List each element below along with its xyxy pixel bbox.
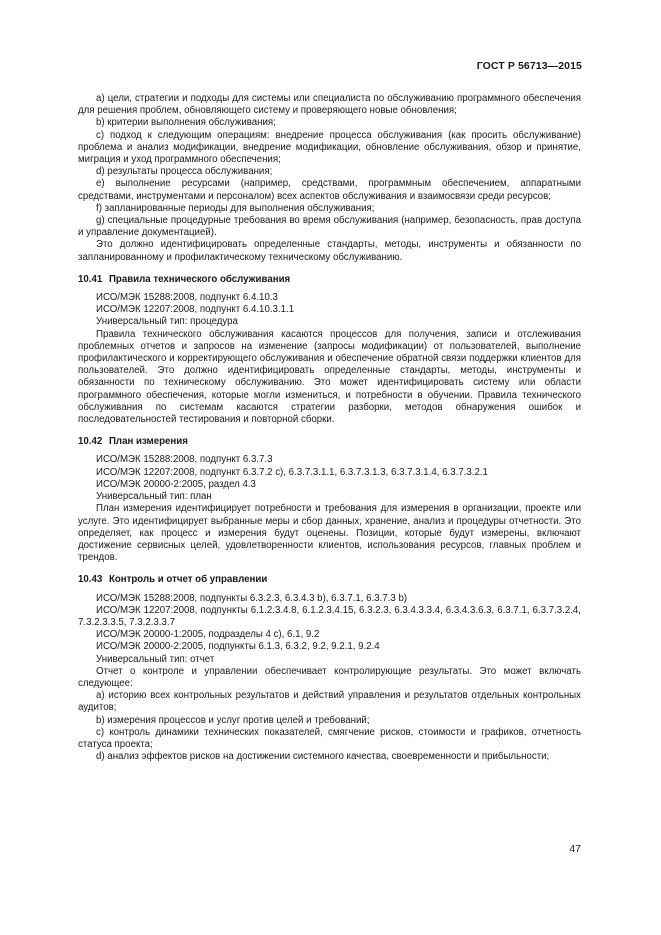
universal-type: Универсальный тип: план — [96, 491, 212, 503]
section-title: Правила технического обслуживания — [108, 273, 291, 285]
section-title: Контроль и отчет об управлении — [108, 574, 268, 586]
reference-line: ИСО/МЭК 20000-1:2005, подразделы 4 c), 6.1, 9.2 — [96, 629, 320, 641]
reference-line: ИСО/МЭК 12207:2008, подпункт 6.4.10.3.1.1 — [96, 304, 295, 316]
intro-item-f: f) запланированные периоды для выполнения обслуживания; — [96, 202, 375, 214]
list-item-a: a) историю всех контрольных результатов и действий управления и результатов отдельных контрольных аудитов; — [78, 690, 581, 714]
section-body-paragraph: Правила технического обслуживания касаются процессов для получения, записи и отслеживания проблемных отчетов и запросов на изменение (запросы модификации) от пользователей, выполнение профилактического и корректирующего обслуживания и обеспечение обратной связи поддержки клиентов для пользователей. Это должно идентифицировать определенные стандарты, методы, инструменты и обязанности по техническому обслуживанию. Это может идентифицировать систему или области программного обеспечения, которые могли измениться, и потребности в обучении. Правила технического обслуживания по системам касаются стратегии разборки, методов обнаружения ошибок и последовательностей тестирования и повторной сборки. — [78, 328, 581, 426]
intro-item-d: d) результаты процесса обслуживания; — [96, 166, 273, 178]
page-content — [78, 93, 581, 763]
universal-type: Универсальный тип: отчет — [96, 653, 215, 665]
universal-type: Универсальный тип: процедура — [96, 316, 238, 328]
section-number: 10.41 — [78, 273, 103, 285]
intro-item-c: c) подход к следующим операциям: внедрение процесса обслуживания (как просить обслуживание) проблема и анализ модификации, внедрение модификации, обновление обслуживания, обзор и принятие, миграция и уход программного обеспечения; — [78, 129, 581, 166]
intro-item-a: a) цели, стратегии и подходы для системы или специалиста по обслуживанию программного обеспечения для решения проблем, обновляющего систему и проверяющего новые обновления; — [78, 93, 581, 117]
reference-line: ИСО/МЭК 12207:2008, подпункты 6.1.2.3.4.8, 6.1.2.3.4.15, 6.3.2.3, 6.3.4.3.3.4, 6.3.4.3.6.3, 6.3.7.1, 6.3.7.3.2.4, 7.3.2.3.3.5, 7.3.2.3.3.7 — [78, 604, 581, 628]
list-item-d: d) анализ эффектов рисков на достижении системного качества, своевременности и прибыльности; — [96, 751, 550, 763]
list-item-c: c) контроль динамики технических показателей, смягчение рисков, стоимости и графиков, отчетность статуса проекта; — [78, 726, 581, 750]
document-header: ГОСТ Р 56713—2015 — [476, 60, 582, 72]
section-body-paragraph: Отчет о контроле и управлении обеспечивает контролирующие результаты. Это может включать следующее: — [78, 665, 581, 689]
intro-item-b: b) критерии выполнения обслуживания; — [96, 117, 276, 129]
section-heading-10-42 — [78, 436, 581, 448]
intro-paragraph: Это должно идентифицировать определенные стандарты, методы, инструменты и обязанности по запланированному и профилактическому техническому обслуживанию. — [78, 239, 581, 263]
section-number: 10.42 — [78, 436, 103, 448]
reference-line: ИСО/МЭК 12207:2008, подпункт 6.3.7.2 c), 6.3.7.3.1.1, 6.3.7.3.1.3, 6.3.7.3.1.4, 6.3.7.3.2.1 — [96, 466, 488, 478]
reference-line: ИСО/МЭК 15288:2008, подпункты 6.3.2.3, 6.3.4.3 b), 6.3.7.1, 6.3.7.3 b) — [96, 592, 408, 604]
section-number: 10.43 — [78, 574, 103, 586]
section-body-paragraph: План измерения идентифицирует потребности и требования для измерения в организации, проекте или услуге. Это идентифицирует выбранные меры и сбор данных, хранение, анализ и процедуры отчетности. Это определяет, как процесс и измерения будут оценены. Позиции, которые будут измерены, включают достижение сервисных целей, удовлетворенности клиентов, использования ресурсов, главных проблем и трендов. — [78, 503, 581, 564]
section-title: План измерения — [108, 436, 188, 448]
reference-line: ИСО/МЭК 15288:2008, подпункт 6.3.7.3 — [96, 454, 273, 466]
intro-item-g: g) специальные процедурные требования во время обслуживания (например, безопасность, прав доступа и управление документацией). — [78, 215, 581, 239]
page-number: 47 — [569, 843, 581, 855]
reference-line: ИСО/МЭК 20000-2:2005, раздел 4.3 — [96, 478, 256, 490]
list-item-b: b) измерения процессов и услуг против целей и требований; — [96, 714, 370, 726]
reference-line: ИСО/МЭК 15288:2008, подпункт 6.4.10.3 — [96, 292, 278, 304]
section-heading-10-43 — [78, 574, 581, 586]
intro-item-e: e) выполнение ресурсами (например, средствами, программным обеспечением, аппаратными средствами, инструментами и персоналом) всех аспектов обслуживания и взаимосвязи среди ресурсов; — [78, 178, 581, 202]
section-heading-10-41 — [78, 274, 581, 286]
reference-line: ИСО/МЭК 20000-2:2005, подпункты 6.1.3, 6.3.2, 9.2, 9.2.1, 9.2.4 — [96, 641, 380, 653]
